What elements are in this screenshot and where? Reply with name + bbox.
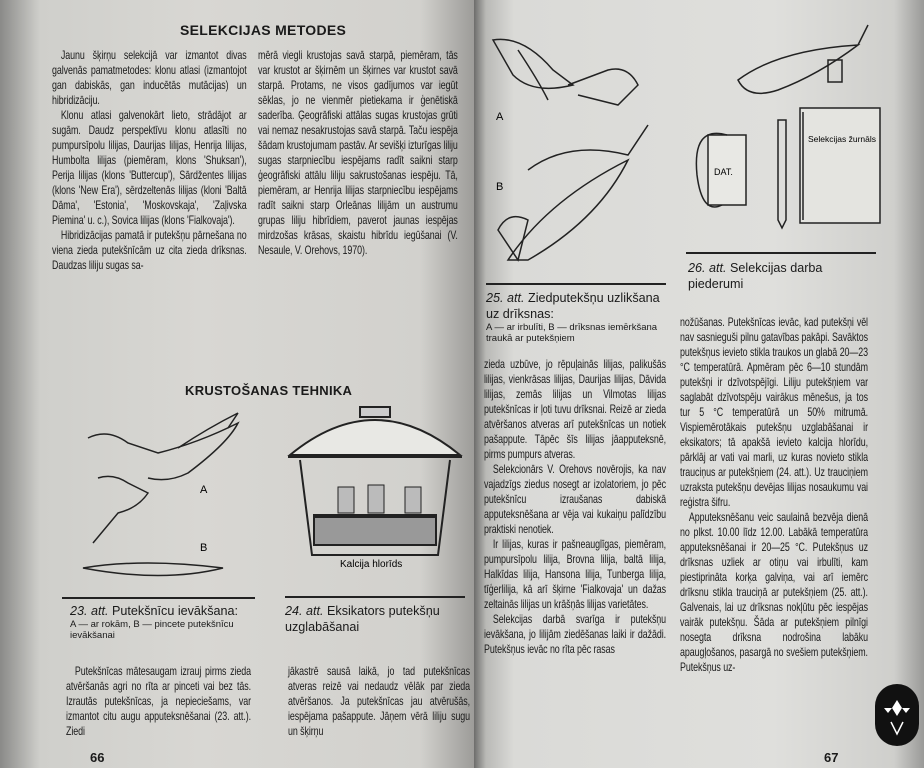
figure-23-caption <box>70 603 265 641</box>
figure-label-b: B <box>496 181 504 193</box>
left-column-2 <box>258 48 458 258</box>
figure-24-desiccator <box>280 405 470 590</box>
paragraph: Ir lilijas, kuras ir pašneauglīgas, piemēram, pumpursīpolu lilija, Brovna lilija, baltā lilija, Halkīdas lilija, Hansona lilija, Tunberga lilija, tīģerlilija, kā arī šķirne 'Fialkovaja' un dažas zeltainās lilijas un krāšņās lilijas varietātes. <box>484 537 667 611</box>
caption-sub: A — ar rokām, B — pincete putekšnīcu ievākšanai <box>70 619 234 641</box>
right-column-2 <box>680 315 868 675</box>
figure-26-tools <box>688 20 888 230</box>
figure-label-a: A <box>200 484 208 496</box>
section-heading: KRUSTOŠANAS TEHNIKA <box>185 383 353 398</box>
paragraph: Selekcijas darbā svarīga ir putekšņu ievākšana, jo lilijām ziedēšanas laiki ir dažādi. Putekšņus ievāc no rīta pēc rasas <box>484 612 667 656</box>
paragraph: jākastrē sausā laikā, jo tad putekšnīcas atveras reizē vai nedaudz vēlāk par zieda atvēršanos. Ja putekšnīcas jau atvērušās, iespējama pašappute. Jāņem vērā liliju sugu un šķirņu <box>288 664 471 738</box>
caption-title: Eksikators putekšņu uzglabāšanai <box>285 604 440 634</box>
paragraph: zieda uzbūve, jo rēpuļainās lilijas, palikušās lilijas, vienkrāsas lilijas, Daurijas lilijas, Dāvida lilijas, zemās lilijas un Vilmotas lilijas putekšnīcas ir ļoti tuvu drīksnai. Reizē ar zieda atvēršanos atveras arī putekšnīcas un notiek pašappute. Tāpēc šīs lilijas jāapputeksnē, pirms pumpurs atveras. <box>484 357 667 461</box>
tag-label: DAT. <box>714 167 733 177</box>
figure-number: 23. att. <box>70 604 109 618</box>
paragraph: Putekšnīcas mātesaugam izrauj pirms zieda atvēršanās agri no rīta ar pinceti vai bez tās. Izrautās putekšnīcas, ja nepieciešams, var izmantot citu augu apputeksnēšanai (23. att.). Ziedi <box>66 664 251 738</box>
right-column-1 <box>484 357 666 657</box>
paragraph: nožūšanas. Putekšnīcas ievāc, kad putekšņi vēl nav sasnieguši pilnu gatavības pakāpi. Savāktos putekšņus ievieto stikla traukos un glabā 20—23 °C temperatūrā. Apmēram pēc 6—10 stundām putekšņi ir dzīvotspējīgi. Liliju putekšņiem var saglabāt dzīvotspēju vairākus mēnešus, ja tos tur 5 °C temperatūrā un 50% mitrumā. Vispiemērotākais putekšņu uzglabāšanai ir eksikators; tā apakšā ievieto kalcija hlorīdu, pārklāj ar vati vai marli, uz kuras novieto stikla trauciņus ar putekšņiem (24. att.). Uz trauciņiem uzraksta putekšņu devējas lilijas nosaukumu vai reģistra šifru. <box>680 315 868 509</box>
right-page <box>474 0 924 768</box>
paragraph: Klonu atlasi galvenokārt lieto, strādājot ar sugām. Daudz perspektīvu klonu atlasīti no pumpursīpolu lilijas, Daurijas lilijas, Henrija lilijas, Humbolta lilijas (piemēram, klons 'Shuksan'), Perija lilijas (klons 'Buttercup'), Sārdžentes lilijas (klons 'New Era'), sērdzeltenās lilijas (kloni 'Baltā Dāma', 'Estonia', 'Moskovskaja', 'Zaļivska Pieminа' u. c.), Sovica lilijas (klons 'Fialkovaja'). <box>52 108 247 227</box>
figure-26-caption <box>688 260 878 292</box>
figure-23-illustration <box>78 408 253 588</box>
figure-number: 26. att. <box>688 261 727 275</box>
paragraph: Apputeksnēšanu veic saulainā bezvēja dienā no plkst. 10.00 līdz 12.00. Labākā temperatūra apputeksnēšanai ir 20—25 °C. Putekšņus uz drīksnas uzliek ar otiņu vai irbulīti, kam piestiprināta korķa galviņa, vai arī iemērc drīksnu stikla trauciņā ar putekšņiem (25. att.). Galvenais, lai uz drīksnas nokļūtu pēc iespējas vairāk putekšņu. Šāda ar putekšņiem pilnīgi nosegta drīksna nodrošina labāku apaugļošanos, pasargā no svešiem putekšņiem. Putekšņus uz- <box>680 510 868 674</box>
callout-label: Kalcija hlorīds <box>340 559 403 570</box>
figure-label-b: B <box>200 542 208 554</box>
caption-title: Selekcijas darba piederumi <box>688 261 823 291</box>
running-header: SELEKCIJAS METODES <box>180 22 347 38</box>
figure-24-caption <box>285 603 465 635</box>
paragraph: Selekcionārs V. Orehovs novērojis, ka nav vajadzīgs ziedus nosegt ar izolatoriem, jo pēc putekšnīcu izraušanas dabiskā apputeksnēšana ar vēja vai kukaiņu palīdzību praktiski nenotiek. <box>484 462 667 536</box>
figure-number: 24. att. <box>285 604 324 618</box>
paragraph: mērā viegli krustojas savā starpā, piemēram, tās var krustot ar šķirnēm un šķirnes var krustot savā starpā. Protams, ne visos gadījumos var iegūt sēklas, jo ne vienmēr pietiekama ir ģenētiskā saderība. Ģeogrāfiski attālas sugas krustojas grūti vai nemaz nesakrustojas savā starpā. Taču iespēja šādam krustojumam pastāv. Ar sevišķi izturīgas liliju sugas starpniecību iespējams radīt saikni starp ģeogrāfiski attālu liliju sakrustošanas iespēju. Tā, piemēram, ar Henrija lilijas starpniecību iespējams radīt saikni starp Orleānas lilijām un austrumu grupas liliju hibrīdiem, paverot jaunas iespējas mirdzošas krāsas, skaistu hibrīdu iegūšanai (V. Nesaule, V. Orehovs, 1970). <box>258 48 458 257</box>
journal-label: Selekcijas žurnāls <box>808 134 877 144</box>
paragraph: Hibridizācijas pamatā ir putekšņu pārnešana no viena zieda putekšnīcām uz cita zieda drīksnas. Daudzas liliju sugas sa- <box>52 228 247 272</box>
page-number: 67 <box>824 750 839 765</box>
watermark-badge-icon <box>875 684 919 746</box>
page-number: 66 <box>90 750 105 765</box>
left-column-1 <box>52 48 247 273</box>
caption-title: Putekšnīcu ievākšana: <box>112 604 239 618</box>
figure-number: 25. att. <box>486 291 525 305</box>
caption-sub: A — ar irbulīti, B — drīksnas iemērkšana traukā ar putekšņiem <box>486 322 658 344</box>
bottom-column-1 <box>66 664 251 739</box>
caption-title: Ziedputekšņu uzlikšana uz drīksnas: <box>486 291 660 321</box>
paragraph: Jaunu šķirņu selekcijā var izmantot divas galvenās pamatmetodes: klonu atlasi (izmantojot gan dabiskās, gan inducētās mutācijas) un hibridizāciju. <box>52 48 247 107</box>
bottom-column-2 <box>288 664 470 739</box>
figure-25-caption <box>486 290 668 344</box>
figure-25-illustration <box>488 30 668 270</box>
figure-label-a: A <box>496 111 504 123</box>
